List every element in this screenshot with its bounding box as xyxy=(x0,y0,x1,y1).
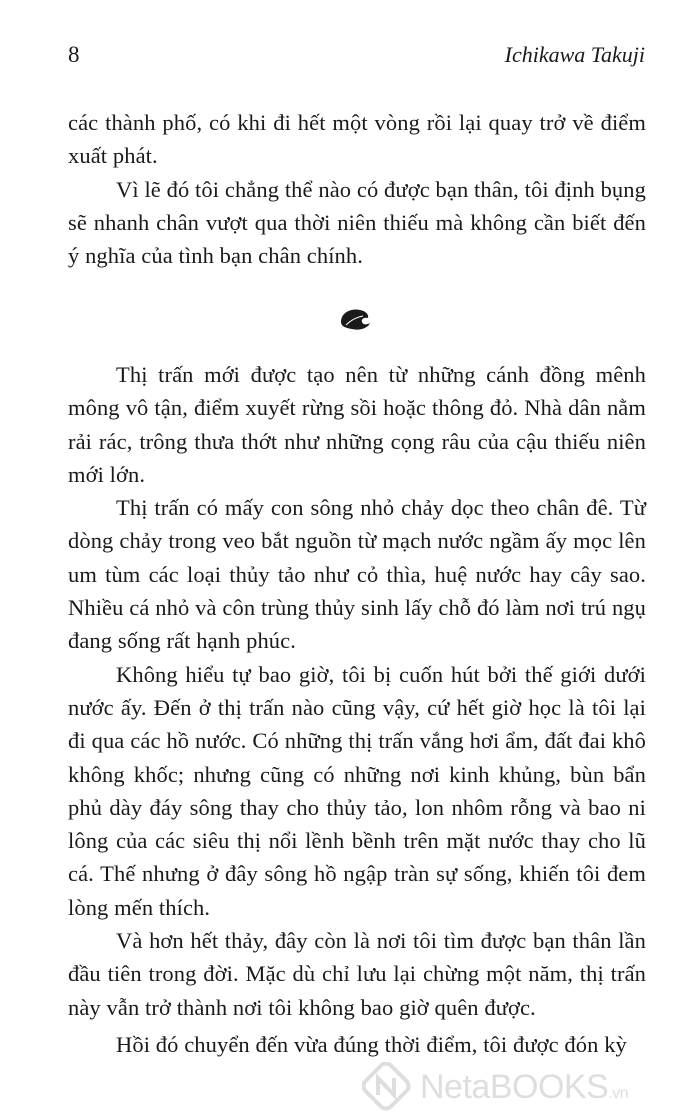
paragraph: các thành phố, có khi đi hết một vòng rồi lại quay trở về điểm xuất phát. xyxy=(68,110,646,169)
netabooks-logo-icon xyxy=(362,1062,412,1112)
watermark-brand: NetaBOOKS xyxy=(420,1068,609,1106)
paragraph: Hồi đó chuyển đến vừa đúng thời điểm, tôi được đón kỳ xyxy=(116,1032,627,1057)
watermark-text xyxy=(420,1068,628,1107)
paragraph: Thị trấn mới được tạo nên từ những cánh đồng mênh mông vô tận, điểm xuyết rừng sồi hoặc thông đỏ. Nhà dân nằm rải rác, trông thưa thớt như những cọng râu của cậu thiếu niên mới lớn. xyxy=(68,362,646,487)
text-section-2 xyxy=(68,358,646,1024)
watermark-suffix: .vn xyxy=(608,1085,629,1102)
text-section-3 xyxy=(68,1028,646,1061)
paragraph: Không hiểu tự bao giờ, tôi bị cuốn hút bởi thế giới dưới nước ấy. Đến ở thị trấn nào cũng vậy, cứ hết giờ học là tôi lại đi qua các hồ nước. Có những thị trấn vắng hơi ẩm, đất đai khô không khốc; nhưng cũng có những nơi kinh khủng, bùn bẩn phủ dày đáy sông thay cho thủy tảo, lon nhôm rỗng và bao ni lông của các siêu thị nổi lềnh bềnh trên mặt nước thay cho lũ cá. Thế nhưng ở đây sông hồ ngập tràn sự sống, khiến tôi đem lòng mến thích. xyxy=(68,661,646,920)
running-head-author: Ichikawa Takuji xyxy=(504,42,645,67)
watermark xyxy=(362,1062,692,1114)
paragraph: Vì lẽ đó tôi chẳng thể nào có được bạn thân, tôi định bụng sẽ nhanh chân vượt qua thời niên thiếu mà không cần biết đến ý nghĩa của tình bạn chân chính. xyxy=(68,176,646,269)
page-header xyxy=(68,42,645,78)
text-section-1 xyxy=(68,106,646,272)
leaf-ornament-icon xyxy=(338,306,372,332)
paragraph: Và hơn hết thảy, đây còn là nơi tôi tìm được bạn thân lần đầu tiên trong đời. Mặc dù chỉ lưu lại chừng một năm, thị trấn này vẫn trở thành nơi tôi không bao giờ quên được. xyxy=(68,928,646,1020)
paragraph: Thị trấn có mấy con sông nhỏ chảy dọc theo chân đê. Từ dòng chảy trong veo bắt nguồn từ mạch nước ngầm ấy mọc lên um tùm các loại thủy tảo như cỏ thìa, huệ nước hay cây sao. Nhiều cá nhỏ và côn trùng thủy sinh lấy chỗ đó làm nơi trú ngụ đang sống rất hạnh phúc. xyxy=(68,495,646,654)
page-number: 8 xyxy=(68,42,80,67)
